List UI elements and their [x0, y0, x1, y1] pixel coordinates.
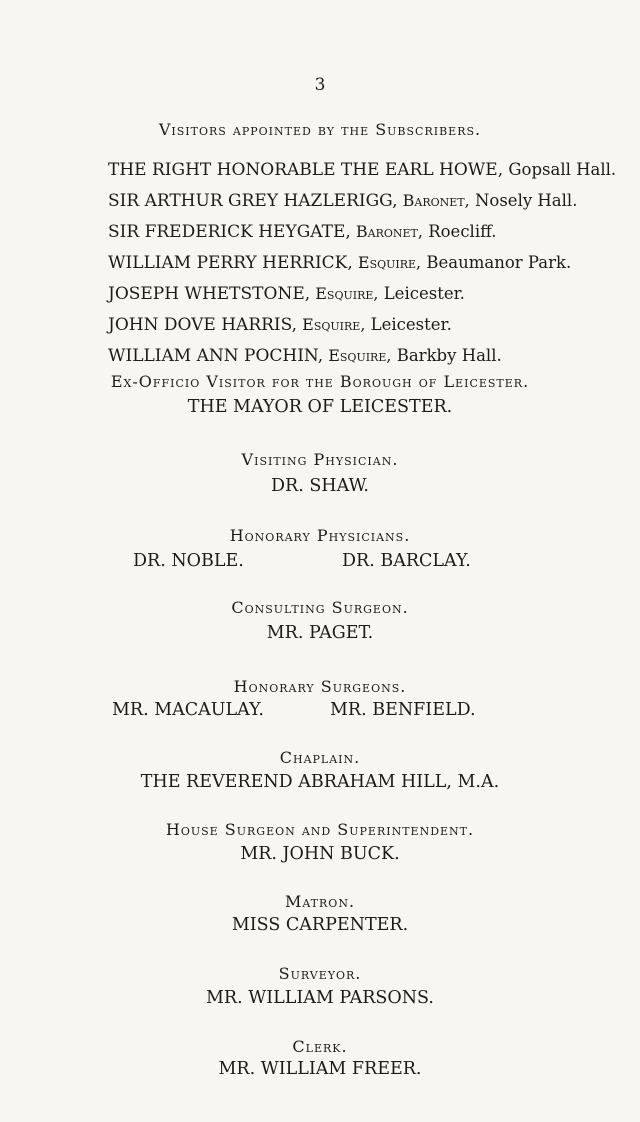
ex-officio-heading: Ex-Officio Visitor for the Borough of Leicester. — [110, 372, 530, 391]
visitor-row — [108, 253, 578, 284]
honorary-surgeon-name: MR. MACAULAY. — [112, 700, 264, 720]
matron-name: MISS CARPENTER. — [231, 915, 409, 935]
visiting-physician-heading: Visiting Physician. — [241, 450, 399, 469]
visitor-place: Roecliff. — [422, 222, 497, 241]
visitor-title: Esquire, — [310, 284, 379, 303]
house-surgeon-heading: House Surgeon and Superintendent. — [165, 820, 475, 839]
chaplain-name: THE REVEREND ABRAHAM HILL, M.A. — [140, 772, 500, 792]
visitor-name: SIR FREDERICK HEYGATE, — [108, 222, 351, 242]
visitor-place: Nosely Hall. — [469, 191, 578, 210]
visitors-heading: Visitors appointed by the Subscribers. — [158, 120, 482, 139]
visitor-place: Beaumanor Park. — [421, 253, 572, 272]
visitor-place: Leicester. — [365, 315, 452, 334]
visitor-title: Baronet, — [397, 191, 470, 210]
page-number: 3 — [314, 75, 326, 95]
visitor-row — [108, 284, 578, 315]
visitor-place: Leicester. — [378, 284, 465, 303]
visitor-name: WILLIAM PERRY HERRICK, — [108, 253, 353, 273]
clerk-heading: Clerk. — [292, 1037, 348, 1056]
visitor-name: JOSEPH WHETSTONE, — [108, 284, 311, 304]
visitor-title: Esquire, — [352, 253, 422, 272]
honorary-physician-name: DR. NOBLE. — [133, 551, 244, 571]
honorary-surgeons-names — [0, 700, 640, 724]
visitor-name: WILLIAM ANN POCHIN, — [108, 346, 324, 366]
consulting-surgeon-name: MR. PAGET. — [266, 623, 374, 643]
visitors-list — [108, 160, 617, 377]
visitor-row — [108, 160, 617, 191]
honorary-physicians-heading: Honorary Physicians. — [229, 526, 411, 545]
visitor-name: THE RIGHT HONORABLE THE EARL HOWE, — [108, 160, 504, 180]
ex-officio-name: THE MAYOR OF LEICESTER. — [187, 397, 453, 417]
visitor-title: Esquire, — [323, 346, 392, 365]
visitor-row — [108, 315, 578, 346]
honorary-physicians-names — [0, 551, 640, 575]
consulting-surgeon-heading: Consulting Surgeon. — [231, 598, 409, 617]
visitor-row — [108, 191, 578, 222]
surveyor-name: MR. WILLIAM PARSONS. — [206, 988, 434, 1008]
visiting-physician-name: DR. SHAW. — [270, 476, 369, 496]
clerk-name: MR. WILLIAM FREER. — [218, 1059, 422, 1079]
matron-heading: Matron. — [284, 892, 356, 911]
visitor-place: Gopsall Hall. — [503, 160, 617, 179]
house-surgeon-name: MR. JOHN BUCK. — [240, 844, 400, 864]
visitor-name: SIR ARTHUR GREY HAZLERIGG, — [108, 191, 398, 211]
chaplain-heading: Chaplain. — [279, 748, 361, 767]
visitor-title: Esquire, — [297, 315, 366, 334]
visitor-name: JOHN DOVE HARRIS, — [108, 315, 298, 335]
visitor-place: Barkby Hall. — [391, 346, 502, 365]
visitor-row — [108, 222, 578, 253]
visitor-title: Baronet, — [350, 222, 423, 241]
honorary-physician-name: DR. BARCLAY. — [342, 551, 471, 571]
honorary-surgeon-name: MR. BENFIELD. — [330, 700, 476, 720]
surveyor-heading: Surveyor. — [278, 964, 362, 983]
honorary-surgeons-heading: Honorary Surgeons. — [233, 677, 407, 696]
